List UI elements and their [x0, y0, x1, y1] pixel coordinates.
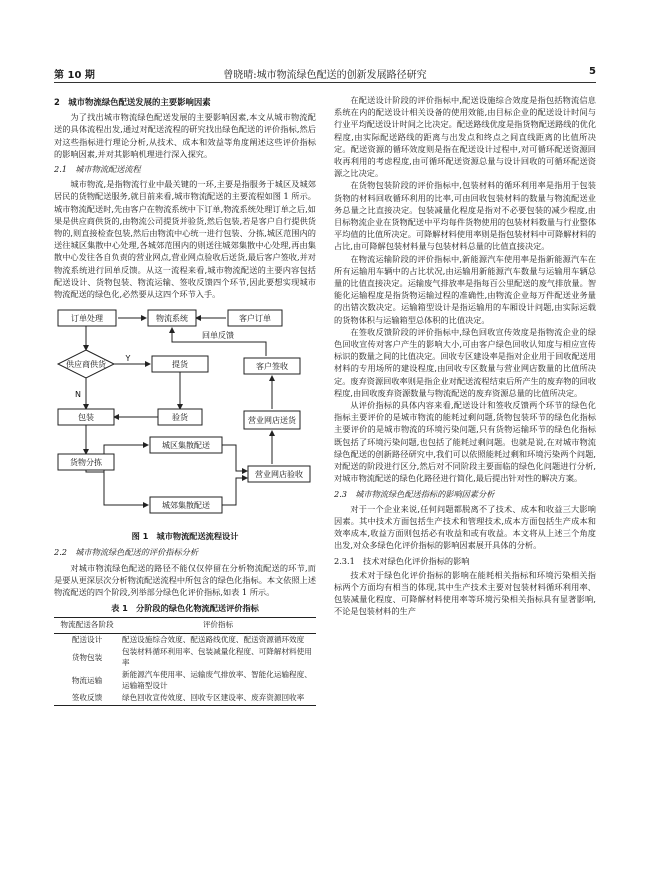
table-caption: 表 1 分阶段的绿色化物流配送评价指标 [111, 603, 259, 614]
subsection-2-1-title: 2.1 城市物流配送流程 [54, 164, 141, 175]
table-header-stage: 物流配送各阶段 [54, 618, 120, 634]
table-cell-stage: 货物包装 [71, 652, 103, 662]
left-column [54, 94, 316, 706]
table-header-row [54, 618, 316, 634]
right-column [334, 94, 596, 618]
figure-caption: 图 1 城市物流配送流程设计 [131, 531, 239, 542]
node-order: 订单处理 [71, 314, 103, 324]
table-row [54, 669, 316, 692]
table-row [54, 646, 316, 669]
subsection-2-3-title: 2.3 城市物流绿色配送指标的影响因素分析 [334, 488, 495, 499]
table-cell-indicators: 包装材料循环利用率、包装减量化程度、可降解材料使用率 [122, 647, 312, 667]
arrow-sorting-to-suburban [104, 472, 148, 505]
page-number: 5 [589, 66, 596, 77]
table-cell-stage: 配送设计 [71, 634, 103, 644]
node-customer-order: 客户订单 [239, 314, 271, 324]
flowchart-svg [54, 306, 316, 528]
table-row [54, 633, 316, 646]
running-title: 曾晓晴:城市物流绿色配送的创新发展路径研究 [223, 70, 427, 81]
node-customer-sign: 客户签收 [256, 362, 288, 372]
table-row [54, 692, 316, 705]
intro-paragraph: 为了找出城市物流绿色配送发展的主要影响因素,本文从城市物流配送的具体流程出发,通过对配送流程的研究找出绿色配送的评价指标,然后对这些指标进行理论分析,从技术、成本和效益等角度阐述这些评价指标的影响因素,并对其影响机理进行深入探究。 [54, 112, 316, 159]
table-header-indicator: 评价指标 [120, 618, 316, 634]
transport-stage-paragraph: 在物流运输阶段的评价指标中,新能源汽车使用率是指新能源汽车在所有运输用车辆中的占比状况,由运输用新能源汽车数量与运输用车辆总量的比值直接决定。运输废气排放率是指每百公里配送的废气排放量。智能化运输程度是指货物运输过程的准确性,由物流企业每万件配送业务量的出错次数决定。运输箱型设计是指运输用的车厢设计问题,由实际运载的货物体积与运输箱型总体积的比值决定。 [334, 253, 597, 325]
technology-paragraph: 技术对于绿色化评价指标的影响在能耗相关指标和环境污染相关指标两个方面均有相当的体现,其中生产技术主要对包装材料循环利用率、包装减量化程度、可降解材料使用率等环境污染相关指标具有显著影响,不论是包装材料的生产 [334, 569, 596, 617]
label-yes: Y [125, 354, 131, 364]
node-system: 物流系统 [156, 314, 188, 324]
node-suburban-hub: 城郊集散配送 [162, 501, 210, 511]
node-outlet-check: 营业网店验收 [255, 470, 303, 480]
node-supplier: 供应商供货 [66, 360, 106, 370]
subsection-2-2-title: 2.2 城市物流绿色配送的评价指标分析 [54, 547, 199, 558]
subsection-2-3-1-title: 2.3.1 技术对绿色化评价指标的影响 [334, 555, 470, 566]
packaging-stage-paragraph: 在货物包装阶段的评价指标中,包装材料的循环利用率是指用于包装货物的材料回收循环利用的比率,可由回收包装材料的数量与物流配送业务总量之比直接决定。包装减量化程度是指对不必要包装的减少程度,由目标物流企业在货物配送中平均每件货物使用的包装材料数量与行业整体平均值的比值所决定。可降解材料使用率则是指包装材料中可降解材料的占比,由可降解包装材料量与包装材料总量的比值直接决定。 [334, 180, 597, 252]
table-cell-indicators: 新能源汽车使用率、运输废气排放率、智能化运输程度、运输箱型设计 [122, 670, 312, 690]
feedback-stage-paragraph: 在签收反馈阶段的评价指标中,绿色回收宣传效度是指物流企业的绿色回收宣传对客户产生的影响大小,可由客户绿色回收认知度与相应宣传标识的数量之间的比值决定。回收专区建设率是指对企业用于回收配送用材料的专用场所的建设程度,由回收专区数量与营业网店数量的比值所决定。废弃资源回收率则是指企业对配送流程结束后所产生的废弃物的回收程度,由回收废弃资源数量与物流配送的废弃资源总量的比值所决定。 [334, 326, 597, 398]
process-paragraph: 城市物流,是指物流行业中最关键的一环,主要是指服务于城区及城郊居民的货物配送服务,就目前来看,城市物流配送的主要流程如图 1 所示。城市物流配送时,先由客户在物流系统中下订单,物流系统处理订单之后,如果是供应商供货的,由物流公司提货并验货,然后包装,若是客户自行提供货物的,则直接检查包装,然后由物流中心统一进行包装、分拣,城区范围内的送往城区集散中心处理,各城郊范围内的则送往城郊集散中心处理,再由集散中心发往各自负责的营业网点,营业网点验收后送货,最后客户签收,并对物流系统进行回单反馈。从这一流程来看,城市物流配送的主要内容包括配送设计、货物包装、物流运输、签收反馈四个环节,因此要想实现城市物流配送的绿色化,必然要从这四个环节入手。 [54, 179, 316, 300]
indicator-table [54, 617, 316, 706]
table-cell-stage: 签收反馈 [54, 692, 120, 705]
design-stage-paragraph: 在配送设计阶段的评价指标中,配送设施综合效度是指包括物流信息系统在内的配送设计相关设备的使用效能,由目标企业的配送设计时间与行业平均配送设计时间之比决定。配送路线优度是指货物配送路线的优化程度,由实际配送路线的距离与出发点和终点之间直线距离的比值所决定。配送资源的循环效度则是指在配送设计过程中,对可循环配送资源回收再利用的考虑程度,由可循环配送资源总量与设计回收的可循环配送资源之比决定。 [334, 95, 597, 179]
arrow-suburban-to-check [222, 478, 247, 505]
section-title: 2 城市物流绿色配送发展的主要影响因素 [54, 97, 211, 107]
arrow-urban-to-check [222, 445, 247, 471]
node-sorting: 货物分拣 [70, 458, 102, 468]
factors-paragraph: 对于一个企业来说,任何问题都脱离不了技术、成本和收益三大影响因素。其中技术方面包括生产技术和管理技术,成本方面包括生产成本和效率成本,收益方面则包括必有收益和或有收益。本文将从上述三个角度出发,对众多绿色化评价指标的影响因素展开具体的分析。 [334, 503, 596, 551]
table-cell-stage: 物流运输 [71, 675, 103, 685]
node-package: 包装 [78, 413, 94, 423]
indicator-intro-paragraph: 对城市物流绿色配送的路径不能仅仅停留在分析物流配送的环节,而是要从更深层次分析物流配送流程中所包含的绿色化指标。本文依照上述物流配送的四个阶段,列举部分绿色化评价指标,如表 1 所示。 [54, 562, 317, 598]
node-inspect: 验货 [172, 413, 188, 423]
node-outlet-delivery: 营业网店送货 [248, 416, 296, 426]
running-header [54, 64, 596, 83]
node-pickup: 提货 [172, 360, 188, 370]
label-no: N [75, 390, 81, 400]
label-feedback: 回单反馈 [202, 331, 234, 341]
flowchart-figure [54, 306, 316, 528]
node-urban-hub: 城区集散配送 [162, 441, 210, 451]
summary-paragraph: 从评价指标的具体内容来看,配送设计和签收反馈两个环节的绿色化指标主要评价的是城市物流的能耗过剩问题,货物包装环节的绿色化指标主要评价的是城市物流的环境污染问题,只有货物运输环节的绿色化指标既包括了环境污染问题,也包括了能耗过剩问题。也就是说,在对城市物流绿色配送的创新路径研究中,我们可以依照能耗过剩和环境污染两个问题,对配送的阶段进行区分,然后对不同阶段主要面临的绿色化问题进行分析,对城市物流配送的绿色化路径进行简化,最后提出针对性的解决方案。 [334, 400, 596, 484]
issue-number: 第 10 期 [54, 70, 95, 81]
table-cell-indicators: 绿色回收宣传效度、回收专区建设率、废弃资源回收率 [120, 692, 316, 705]
table-cell-indicators: 配送设施综合效度、配送路线优度、配送资源循环效度 [122, 634, 305, 644]
